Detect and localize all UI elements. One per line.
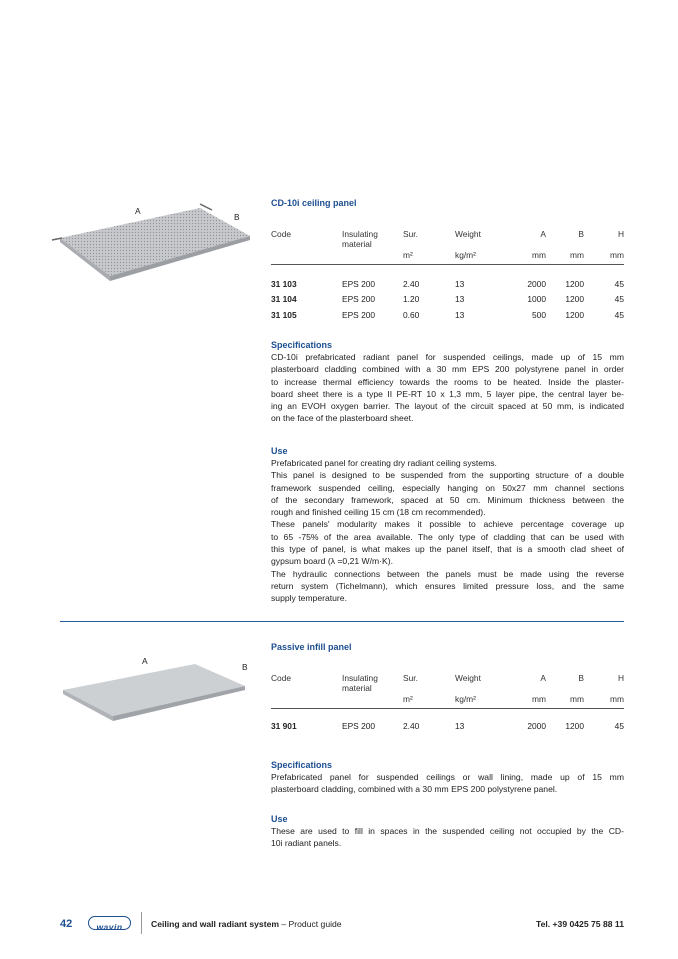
cell-a: 2000 xyxy=(527,721,546,731)
specifications-text xyxy=(271,771,624,796)
specifications-heading: Specifications xyxy=(271,760,333,770)
text-line: framework suspended ceiling, especially hanging on 50x27 mm channel sections xyxy=(271,482,624,493)
unit-b: mm xyxy=(570,694,584,704)
text-line: on the face of the plasterboard sheet. xyxy=(271,413,414,424)
use-text xyxy=(271,825,624,850)
unit-h: mm xyxy=(610,694,624,704)
cell-h: 45 xyxy=(614,721,624,731)
col-b: B xyxy=(578,673,584,683)
text-line: These are used to fill in spaces in the suspended ceiling not occupied by the CD- xyxy=(271,826,624,836)
cell-sur: 2.40 xyxy=(403,721,420,731)
text-line: board sheet there is a type II PE-RT 10 x 1,3 mm, 5 layer pipe, the central layer be- xyxy=(271,388,624,399)
table-divider xyxy=(271,264,624,265)
use-heading: Use xyxy=(271,814,288,824)
col-h: H xyxy=(617,673,624,683)
cell-weight: 13 xyxy=(455,721,465,731)
cell-weight: 13 xyxy=(455,310,465,320)
cell-h: 45 xyxy=(614,310,624,320)
text-line: to increase thermal efficiency towards the rooms to be heated. Inside the plaster- xyxy=(271,376,624,387)
cell-b: 1200 xyxy=(565,294,584,304)
cell-b: 1200 xyxy=(565,721,584,731)
text-line: this type of panel, is what makes up the panel itself, that is a smooth clad sheet of xyxy=(271,544,624,555)
cell-h: 45 xyxy=(614,279,624,289)
cell-a: 1000 xyxy=(527,294,546,304)
text-line: supply temperature. xyxy=(271,593,347,604)
unit-b: mm xyxy=(570,250,584,260)
col-sur: Sur. xyxy=(403,673,418,683)
dimension-label-b: B xyxy=(242,662,248,672)
col-sur: Sur. xyxy=(403,229,418,239)
col-weight: Weight xyxy=(455,229,481,239)
unit-sur: m² xyxy=(403,250,413,260)
cell-a: 2000 xyxy=(527,279,546,289)
cell-code: 31 103 xyxy=(271,279,297,289)
footer-product xyxy=(151,919,342,929)
wavin-logo xyxy=(88,916,131,930)
text-line: plasterboard cladding, combined with a 30 mm EPS 200 polystyrene panel. xyxy=(271,784,558,795)
cell-weight: 13 xyxy=(455,294,465,304)
col-insulating: Insulating xyxy=(342,673,378,683)
specifications-text xyxy=(271,351,624,425)
dimension-label-a: A xyxy=(135,206,141,216)
text-line: plasterboard cladding combined with a 30 mm EPS 200 polystyrene panel in order xyxy=(271,364,624,375)
dimension-label-b: B xyxy=(234,212,240,222)
table-divider xyxy=(271,708,624,709)
section-title: CD-10i ceiling panel xyxy=(271,198,357,208)
unit-weight: kg/m² xyxy=(455,250,476,260)
infill-panel-image xyxy=(55,660,265,740)
logo-text: wavin xyxy=(96,922,123,932)
product-suffix: – Product guide xyxy=(279,919,342,929)
col-a: A xyxy=(540,229,546,239)
text-line: of the secondary framework, spaced at 50 cm. Minimum thickness between the xyxy=(271,494,624,505)
footer-divider xyxy=(141,912,142,934)
text-line: Prefabricated panel for suspended ceilings or wall lining, made up of 15 mm xyxy=(271,772,624,782)
col-insulating: Insulating xyxy=(342,229,378,239)
cell-sur: 1.20 xyxy=(403,294,420,304)
cell-code: 31 105 xyxy=(271,310,297,320)
text-line: CD-10i prefabricated radiant panel for suspended ceilings, made up of 15 mm xyxy=(271,352,624,362)
text-line: The hydraulic connections between the panels must be made using the reverse xyxy=(271,568,624,579)
col-material: material xyxy=(342,683,372,693)
text-line: ing an EVOH oxygen barrier. The layout of the circuit spaced at 50 mm, is indicated xyxy=(271,401,624,412)
unit-a: mm xyxy=(532,694,546,704)
cell-code: 31 104 xyxy=(271,294,297,304)
cell-a: 500 xyxy=(532,310,546,320)
unit-weight: kg/m² xyxy=(455,694,476,704)
cell-sur: 0.60 xyxy=(403,310,420,320)
cd10i-panel-image xyxy=(50,198,265,293)
product-name: Ceiling and wall radiant system xyxy=(151,919,279,929)
use-heading: Use xyxy=(271,446,288,456)
text-line: to 65 -75% of the area available. The only type of cladding that can be used with xyxy=(271,531,624,542)
col-weight: Weight xyxy=(455,673,481,683)
section-separator xyxy=(60,621,624,622)
cell-material: EPS 200 xyxy=(342,721,376,731)
page-number: 42 xyxy=(60,918,73,930)
unit-h: mm xyxy=(610,250,624,260)
use-text xyxy=(271,457,624,605)
cell-material: EPS 200 xyxy=(342,294,376,304)
cell-h: 45 xyxy=(614,294,624,304)
cell-material: EPS 200 xyxy=(342,310,376,320)
footer-telephone: Tel. +39 0425 75 88 11 xyxy=(535,919,624,929)
dimension-label-a: A xyxy=(142,656,148,666)
col-h: H xyxy=(617,229,624,239)
cell-sur: 2.40 xyxy=(403,279,420,289)
col-code: Code xyxy=(271,673,292,683)
specifications-heading: Specifications xyxy=(271,340,333,350)
section-title: Passive infill panel xyxy=(271,642,352,652)
col-b: B xyxy=(578,229,584,239)
cell-material: EPS 200 xyxy=(342,279,376,289)
text-line: rough and finished ceiling 15 cm (18 cm recommended). xyxy=(271,507,486,518)
text-line: gypsum board (λ =0,21 W/m·K). xyxy=(271,556,394,567)
unit-a: mm xyxy=(532,250,546,260)
text-line: return system (Tichelmann), which ensures limited pressure loss, and the same xyxy=(271,580,624,591)
text-line: 10i radiant panels. xyxy=(271,838,342,849)
text-line: These panels' modularity makes it possible to achieve percentage coverage up xyxy=(271,519,624,530)
text-line: This panel is designed to be suspended from the supporting structure of a double xyxy=(271,470,624,481)
cell-code: 31 901 xyxy=(271,721,297,731)
cell-b: 1200 xyxy=(565,279,584,289)
cell-b: 1200 xyxy=(565,310,584,320)
text-line: Prefabricated panel for creating dry radiant ceiling systems. xyxy=(271,458,497,468)
col-material: material xyxy=(342,239,372,249)
col-code: Code xyxy=(271,229,292,239)
col-a: A xyxy=(540,673,546,683)
unit-sur: m² xyxy=(403,694,413,704)
cell-weight: 13 xyxy=(455,279,465,289)
